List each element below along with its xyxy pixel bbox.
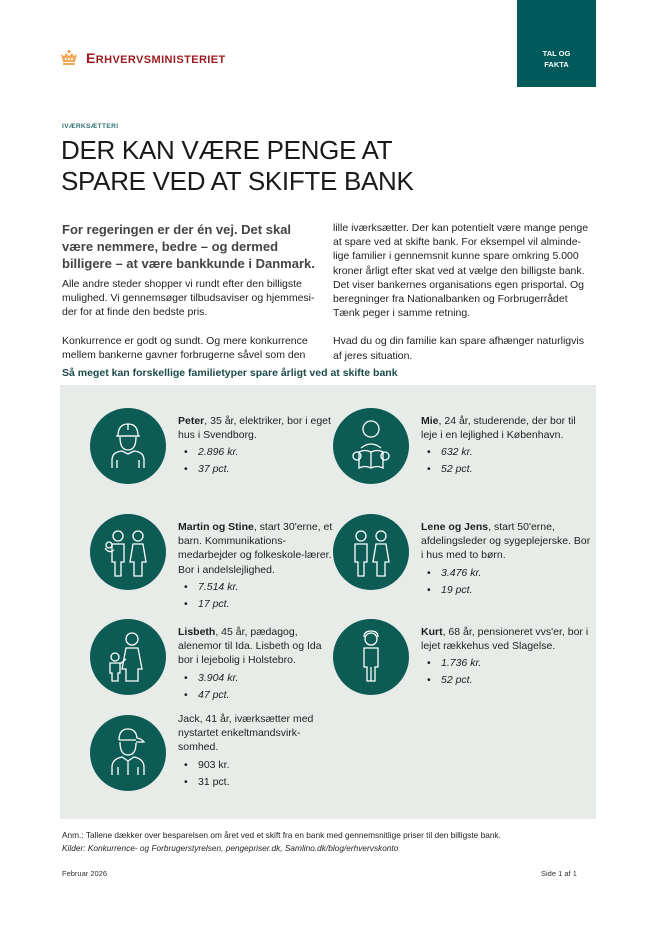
profile-text: Mie, 24 år, studerende, der bor til leje i en lejlighed i København. • 632 kr. • 52 pct. xyxy=(421,414,591,478)
profile-text: Lisbeth, 45 år, pædagog, alenemor til Ida. Lisbeth og Ida bor i lejebolig i Holstebro. • 3.904 kr. • 47 pct. xyxy=(178,625,338,704)
badge-line-2: FAKTA xyxy=(544,60,569,69)
tal-og-fakta-badge xyxy=(517,0,596,87)
saving-amount: • 7.514 kr. xyxy=(178,579,338,596)
couple-icon xyxy=(333,514,409,590)
profile-text: Lene og Jens, start 50'erne, afdelingsleder og sygeplejerske. Bor i hus med to børn. • 3.476 kr. • 19 pct. xyxy=(421,520,591,599)
entrepreneur-cap-icon xyxy=(90,715,166,791)
couple-with-baby-icon xyxy=(90,514,166,590)
saving-percent: • 52 pct. xyxy=(421,672,591,689)
body-paragraph: Alle andre steder shopper vi rundt efter den billigste mulighed. Vi gennemsøger tilbudsaviser og hjemmesi-der for at finde den bedste pris. xyxy=(62,278,315,319)
electrician-icon xyxy=(90,408,166,484)
body-paragraph: Hvad du og din familie kan spare afhænger naturligvis af jeres situation. xyxy=(333,335,584,362)
profile-text: Kurt, 68 år, pensioneret vvs'er, bor i lejet rækkehus ved Slagelse. • 1.736 kr. • 52 pct. xyxy=(421,625,591,689)
footer-date: Februar 2026 xyxy=(62,869,108,878)
saving-percent: • 31 pct. xyxy=(178,774,338,791)
saving-percent: • 52 pct. xyxy=(421,461,591,478)
saving-amount: • 903 kr. xyxy=(178,757,338,774)
saving-amount: • 1.736 kr. xyxy=(421,655,591,672)
body-paragraph: lille iværksætter. Der kan potentielt være mange penge at spare ved at skifte bank. For eksempel vil alminde-lige familier i gennemsnit kunne spare omkring 5.000 kroner årligt efter skat ved at vælge den billigste bank. Det viser bankernes organisations egen prisportal. Og beregninger fra Nationalbanken og Forbrugerrådet Tænk peger i samme retning. xyxy=(333,222,589,320)
body-column-1 xyxy=(62,277,324,376)
saving-amount: • 2.896 kr. xyxy=(178,444,338,461)
ministry-logo xyxy=(60,48,226,68)
saving-amount: • 3.904 kr. xyxy=(178,670,338,687)
lead-paragraph: For regeringen er der én vej. Det skal være nemmere, bedre – og dermed billigere – at være bankkunde i Danmark. xyxy=(62,222,315,271)
saving-percent: • 17 pct. xyxy=(178,596,338,613)
profiles-panel xyxy=(60,385,596,819)
saving-amount: • 3.476 kr. xyxy=(421,565,591,582)
kicker: IVÆRKSÆTTERI xyxy=(62,123,119,130)
profile-text: Jack, 41 år, iværksætter med nystartet enkeltmandsvirk-somhed. • 903 kr. • 31 pct. xyxy=(178,712,338,791)
saving-amount: • 632 kr. xyxy=(421,444,591,461)
sources: Kilder: Konkurrence- og Forbrugerstyrelsen, pengepriser.dk, Samlino.dk/blog/erhvervskonto xyxy=(62,843,399,853)
body-column-2 xyxy=(333,221,595,377)
page-title: DER KAN VÆRE PENGE AT SPARE VED AT SKIFTE BANK xyxy=(61,135,414,196)
logo-wordmark: ERHVERVSMINISTERIET xyxy=(86,50,226,66)
saving-percent: • 47 pct. xyxy=(178,687,338,704)
body-paragraph: Konkurrence er godt og sundt. Og mere konkurrence mellem bankerne gavner forbrugerne såvel som den xyxy=(62,334,308,361)
saving-percent: • 19 pct. xyxy=(421,582,591,599)
mother-child-icon xyxy=(90,619,166,695)
student-reading-icon xyxy=(333,408,409,484)
footnote xyxy=(62,829,501,855)
page-number: Side 1 af 1 xyxy=(541,869,577,878)
profile-text: Peter, 35 år, elektriker, bor i eget hus i Svendborg. • 2.896 kr. • 37 pct. xyxy=(178,414,338,478)
crown-icon xyxy=(60,50,78,66)
elderly-man-icon xyxy=(333,619,409,695)
annotation: Anm.: Tallene dækker over besparelsen om året ved et skift fra en bank med gennemsnitlige priser til den billigste bank. xyxy=(62,830,501,840)
section-heading: Så meget kan forskellige familietyper spare årligt ved at skifte bank xyxy=(62,367,398,379)
saving-percent: • 37 pct. xyxy=(178,461,338,478)
profile-text: Martin og Stine, start 30'erne, et barn. Kommunikations-medarbejder og folkeskole-lærer. Bor i andelslejlighed. • 7.514 kr. • 17 pct. xyxy=(178,520,338,613)
badge-line-1: TAL OG xyxy=(542,49,571,58)
